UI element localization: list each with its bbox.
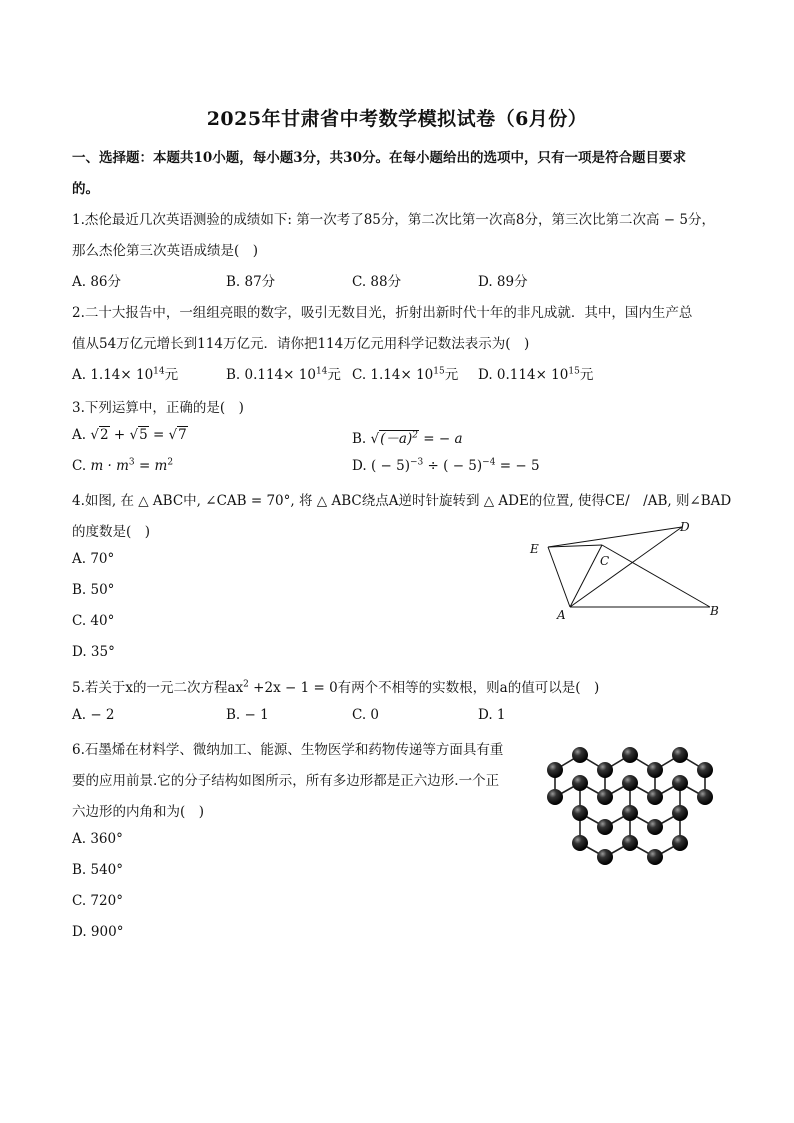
graphene-atom <box>622 775 638 791</box>
q6-line2: 要的应用前景.它的分子结构如图所示，所有多边形都是正六边形.一个正 <box>72 773 500 789</box>
graphene-atom <box>547 789 563 805</box>
q1-option-a: A. 86分 <box>72 274 122 290</box>
graphene-atom <box>597 849 613 865</box>
q5-option-b: B. − 1 <box>226 707 269 723</box>
q5-option-d: D. 1 <box>478 707 506 723</box>
q6-option-c: C. 720° <box>72 893 123 909</box>
q3-option-a: A. √2 + √5 = √7 <box>72 427 187 443</box>
q4-option-b: B. 50° <box>72 582 115 598</box>
q2-line2: 值从54万亿元增长到114万亿元．请你把114万亿元用科学记数法表示为( ) <box>72 336 530 352</box>
graphene-atom <box>622 805 638 821</box>
q1-line2: 那么杰伦第三次英语成绩是( ) <box>72 243 259 259</box>
q3-option-b: B. $√(-a)^2$ = − a <box>352 430 463 447</box>
q6-line3: 六边形的内角和为( ) <box>72 804 205 820</box>
fig-label-e: E <box>530 542 539 556</box>
q5-option-c: C. 0 <box>352 707 380 723</box>
q5-option-a: A. − 2 <box>72 707 115 723</box>
q3-option-c: C. $m \cdot m^3 = m^2$ <box>72 457 174 474</box>
fig-label-b: B <box>710 604 719 618</box>
graphene-atom <box>622 835 638 851</box>
q1-option-b: B. 87分 <box>226 274 276 290</box>
graphene-atom <box>697 789 713 805</box>
graphene-atom <box>572 747 588 763</box>
q1-option-d: D. 89分 <box>478 274 528 290</box>
q4-option-d: D. 35° <box>72 644 115 660</box>
graphene-atom <box>697 762 713 778</box>
q6-option-a: A. 360° <box>72 831 123 847</box>
graphene-atom <box>647 849 663 865</box>
graphene-molecule-image <box>535 735 725 875</box>
graphene-atom <box>672 747 688 763</box>
q2-line1: 2.二十大报告中，一组组亮眼的数字，吸引无数目光，折射出新时代十年的非凡成就．其中，国内生产总 <box>72 305 693 321</box>
exam-title: 2025年甘肃省中考数学模拟试卷（6月份） <box>206 108 588 130</box>
q4-triangle-figure <box>520 515 730 625</box>
graphene-atom <box>597 789 613 805</box>
graphene-atom <box>647 819 663 835</box>
q4-option-a: A. 70° <box>72 551 115 567</box>
graphene-atom <box>672 805 688 821</box>
fig-label-a: A <box>557 608 566 622</box>
q6-option-d: D. 900° <box>72 924 124 940</box>
q1-line1: 1.杰伦最近几次英语测验的成绩如下: 第一次考了85分，第二次比第一次高8分，第三次比第二次高 − 5分， <box>72 212 715 228</box>
q4-line2: 的度数是( ) <box>72 524 151 540</box>
q4-line1: 4.如图, 在 △ ABC中, ∠CAB = 70°, 将 △ ABC绕点A逆时针旋转到 △ ADE的位置, 使得CE/ /AB, 则∠BAD <box>72 493 732 509</box>
fig-label-d: D <box>680 520 690 534</box>
graphene-atom <box>572 775 588 791</box>
q5-line1: 5.若关于x的一元二次方程$ax^2 +2x - 1 = 0$有两个不相等的实数根，则a的值可以是( ) <box>72 679 600 696</box>
graphene-atom <box>572 835 588 851</box>
fig-label-c: C <box>600 554 610 568</box>
q6-line1: 6.石墨烯在材料学、微纳加工、能源、生物医学和药物传递等方面具有重 <box>72 742 504 758</box>
q3-line1: 3.下列运算中，正确的是( ) <box>72 400 244 416</box>
graphene-atom <box>622 747 638 763</box>
graphene-atom <box>672 835 688 851</box>
graphene-atom <box>597 819 613 835</box>
q2-option-a: A. $1.14\times 10^{14}$元 <box>72 366 179 383</box>
section-heading-line2: 的。 <box>72 181 99 197</box>
q2-option-b: B. $0.114\times 10^{14}$元 <box>226 366 341 383</box>
graphene-atom <box>672 775 688 791</box>
q3-option-d: D. ( − 5)$^{-3}$ ÷ ( − 5)$^{-4}$ = − 5 <box>352 457 540 474</box>
graphene-atom <box>572 805 588 821</box>
graphene-atom <box>647 762 663 778</box>
q6-option-b: B. 540° <box>72 862 124 878</box>
graphene-atom <box>547 762 563 778</box>
graphene-atom <box>597 762 613 778</box>
q2-option-c: C. $1.14\times 10^{15}$元 <box>352 366 459 383</box>
q1-option-c: C. 88分 <box>352 274 402 290</box>
graphene-atom <box>647 789 663 805</box>
section-heading-line1: 一、选择题：本题共10小题，每小题3分，共30分。在每小题给出的选项中，只有一项是符合题目要求 <box>72 150 686 166</box>
q4-option-c: C. 40° <box>72 613 115 629</box>
q2-option-d: D. $0.114\times 10^{15}$元 <box>478 366 594 383</box>
